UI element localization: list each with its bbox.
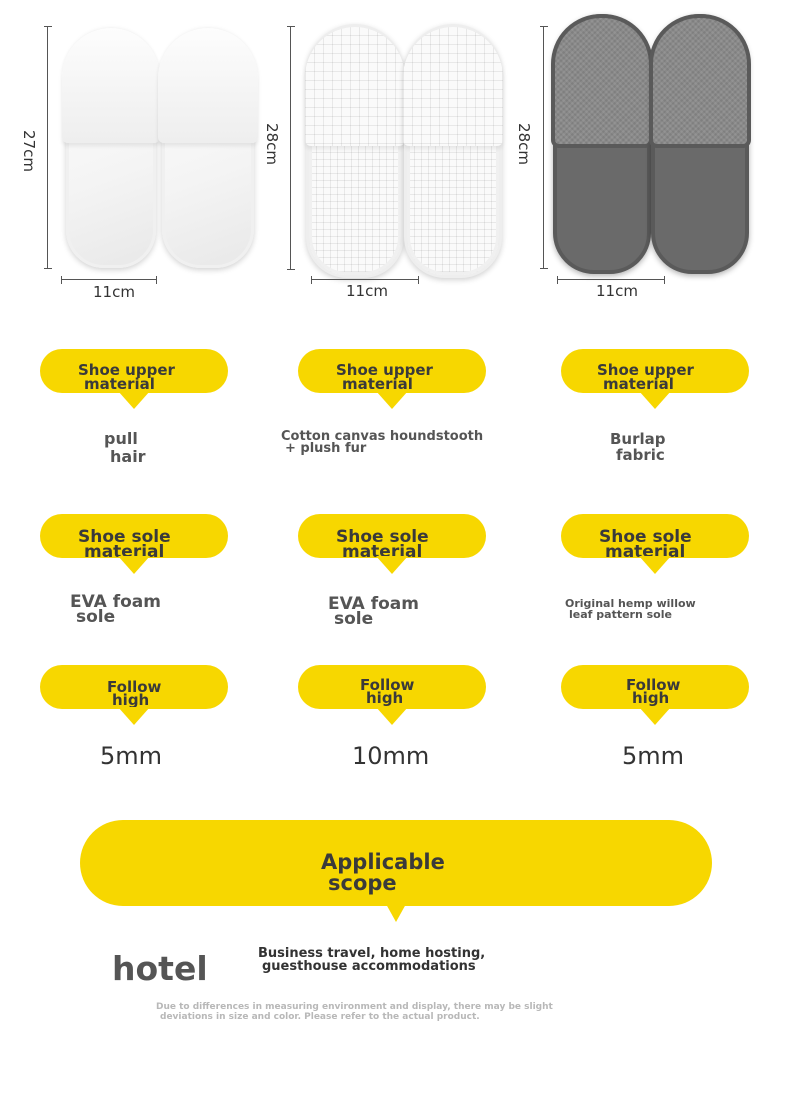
badge-label-line2: high <box>366 689 404 707</box>
height-dimension-line <box>290 26 291 270</box>
applicable-scope-banner <box>80 820 712 906</box>
upper-material-badge-1 <box>40 349 228 393</box>
badge-label-line1: Shoe upper <box>597 361 694 379</box>
height-label: 28cm <box>262 123 281 165</box>
width-label: 11cm <box>346 282 388 300</box>
heel-height-value-3: 5mm <box>622 742 685 770</box>
heel-height-value-1: 5mm <box>100 742 163 770</box>
height-label: 27cm <box>19 130 38 172</box>
scope-title-line2: scope <box>328 871 397 895</box>
badge-label-line2: material <box>84 542 165 562</box>
left-slipper <box>306 24 404 278</box>
badge-label-line1: Shoe sole <box>78 527 171 547</box>
upper-material-value-1: pull hair <box>104 429 146 466</box>
upper-material-value-2: Cotton canvas houndstooth + plush fur <box>281 429 484 456</box>
width-dimension-line <box>311 279 419 280</box>
badge-label-line1: Shoe sole <box>599 527 692 547</box>
heel-height-badge-3 <box>561 665 749 709</box>
left-slipper <box>553 14 651 274</box>
badge-label-line1: Follow <box>107 678 162 696</box>
sole-material-badge-3 <box>561 514 749 562</box>
badge-label-line1: Shoe upper <box>78 361 175 379</box>
heel-height-badge-2 <box>298 665 486 709</box>
badge-label-line2: material <box>342 375 413 393</box>
upper-material-badge-2 <box>298 349 486 393</box>
badge-label-line2: high <box>632 689 670 707</box>
heel-height-value-2: 10mm <box>352 742 430 770</box>
badge-label-line2: material <box>605 542 686 562</box>
scope-place: hotel <box>112 949 208 988</box>
height-dimension-line <box>47 26 48 269</box>
disclaimer-text: Due to differences in measuring environment and display, there may be slight deviations in size and color. Please refer to the actual product. <box>156 1002 553 1022</box>
width-dimension-line <box>61 279 157 280</box>
right-slipper <box>651 14 749 274</box>
height-label: 28cm <box>514 123 533 165</box>
scope-title-line1: Applicable <box>321 850 445 874</box>
right-slipper <box>404 24 502 278</box>
badge-label-line1: Follow <box>360 676 415 694</box>
width-label: 11cm <box>93 283 135 301</box>
scope-description: Business travel, home hosting, guesthouse accommodations <box>258 946 486 974</box>
badge-label-line1: Shoe sole <box>336 527 429 547</box>
width-dimension-line <box>557 279 665 280</box>
width-label: 11cm <box>596 282 638 300</box>
upper-material-badge-3 <box>561 349 749 393</box>
sole-material-badge-1 <box>40 514 228 562</box>
upper-material-value-3: Burlap fabric <box>610 430 666 464</box>
sole-material-value-2: EVA foam sole <box>328 594 419 629</box>
sole-material-value-3: Original hemp willow leaf pattern sole <box>565 597 696 621</box>
badge-label-line2: high <box>112 691 150 709</box>
sole-material-value-1: EVA foam sole <box>70 592 161 627</box>
badge-label-line2: material <box>84 375 155 393</box>
height-dimension-line <box>543 26 544 269</box>
left-slipper <box>66 28 156 268</box>
sole-material-badge-2 <box>298 514 486 562</box>
badge-label-line2: material <box>342 542 423 562</box>
heel-height-badge-1 <box>40 665 228 709</box>
right-slipper <box>162 28 254 268</box>
badge-label-line2: material <box>603 375 674 393</box>
badge-label-line1: Follow <box>626 676 681 694</box>
badge-label-line1: Shoe upper <box>336 361 433 379</box>
